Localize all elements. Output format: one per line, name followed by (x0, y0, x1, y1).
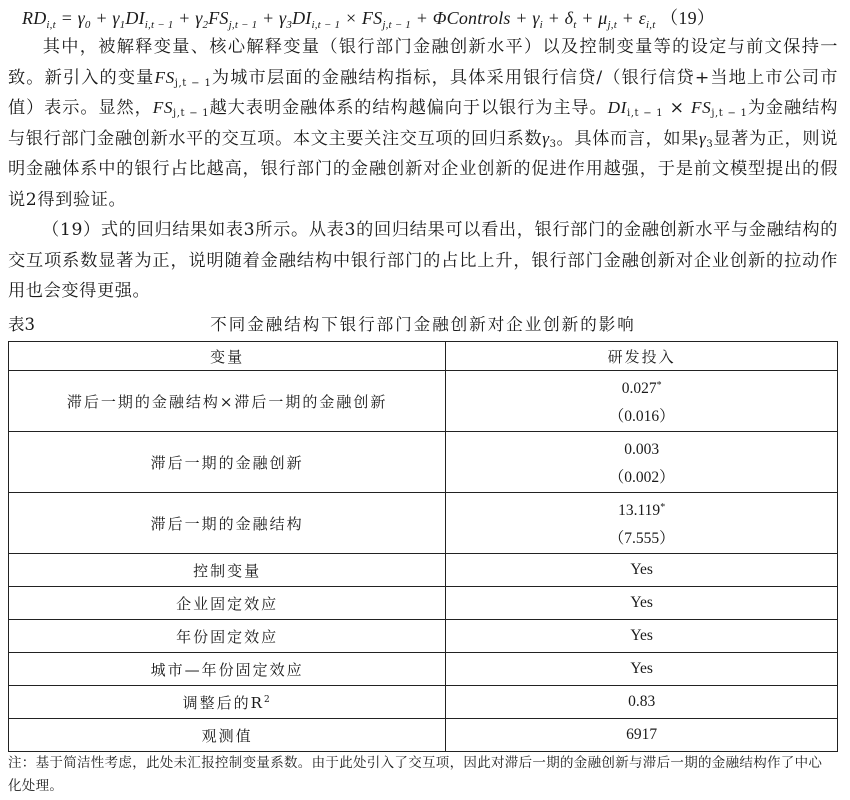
p1-gamma-sub: 3 (549, 138, 557, 150)
eq-subscript: i,t − 1 (144, 19, 174, 31)
eq-term: + δ (542, 8, 574, 28)
significance-star: * (660, 501, 666, 513)
row-name: 城市—年份固定效应 (9, 653, 446, 686)
row-value: Yes (446, 587, 838, 620)
p1-var-di: DI (607, 98, 627, 117)
table-row (9, 653, 838, 686)
eq-subscript: j,t − 1 (228, 19, 258, 31)
p1-text-0: 其中，被解释变量、核心解释变量（银行部门金融创新水平）以及控制变量等的设定与前文保持一致。新引入的变量 (8, 37, 838, 88)
eq-term: = γ (60, 8, 85, 28)
row-name: 滞后一期的金融创新 (9, 432, 446, 493)
std-error: （7.555） (608, 529, 675, 547)
table-row (9, 719, 838, 752)
eq-rhs (60, 8, 656, 31)
paragraph-2 (8, 215, 838, 307)
p1-text-4: 。具体而言，如果 (556, 128, 699, 149)
p1-text-3: 为金融结构与银行部门金融创新水平的交互项。本文主要关注交互项的回归系数 (8, 98, 838, 149)
table-row (9, 493, 838, 554)
p1-times: × (663, 98, 692, 118)
p2-text: （19）式的回归结果如表3所示。从表3的回归结果可以看出，银行部门的金融创新水平与金融结构的交互项系数显著为正，说明随着金融结构中银行部门的占比上升，银行部门金融创新对企业创新的拉动作用也会变得更强。 (8, 220, 838, 301)
table-row (9, 432, 838, 493)
coef: 0.027 (621, 379, 657, 397)
row-value (446, 493, 838, 554)
eq-term: + γ (173, 8, 203, 28)
equation-19 (22, 4, 822, 30)
eq-subscript: 0 (84, 19, 91, 31)
table-row (9, 587, 838, 620)
table-title: 不同金融结构下银行部门金融创新对企业创新的影响 (210, 315, 636, 334)
row-name-r2 (9, 686, 446, 719)
r2-sup: 2 (263, 694, 272, 705)
table-caption (8, 311, 838, 337)
eq-subscript: t (573, 19, 577, 31)
eq-term: DI (292, 8, 312, 28)
table-row (9, 371, 838, 432)
row-name: 滞后一期的金融结构×滞后一期的金融创新 (9, 371, 446, 432)
p1-text-5: 显著为正，则说明金融体系中的银行占比越高，银行部门的金融创新对企业创新的促进作用越强，于是前文模型提出的假说2得到验证。 (8, 128, 838, 210)
row-name: 企业固定效应 (9, 587, 446, 620)
table-header-row (9, 342, 838, 371)
regression-table (8, 341, 838, 752)
table-row (9, 620, 838, 653)
p1-sub-3: i,t − 1 (626, 108, 664, 119)
table-row (9, 554, 838, 587)
p1-sub-2: j,t − 1 (173, 108, 210, 119)
row-value: 0.83 (446, 686, 838, 719)
paragraph-1 (8, 32, 838, 215)
row-name: 控制变量 (9, 554, 446, 587)
table-label: 表3 (8, 315, 35, 334)
table-note: 注：基于简洁性考虑，此处未汇报控制变量系数。由于此处引入了交互项，因此对滞后一期的金融创新与滞后一期的金融结构作了中心化处理。 (8, 755, 823, 794)
eq-subscript: i,t (646, 19, 656, 31)
eq-lhs: RD (22, 8, 47, 28)
row-value: Yes (446, 653, 838, 686)
p1-var-fs-2: FS (152, 98, 174, 117)
row-value: 6917 (446, 719, 838, 752)
eq-subscript: 2 (202, 19, 209, 31)
row-value (446, 371, 838, 432)
p1-var-fs-3: FS (691, 98, 712, 117)
significance-star: * (656, 379, 662, 391)
eq-term: FS (208, 8, 229, 28)
eq-term: × FS (340, 8, 383, 28)
p1-gamma-2: γ (699, 128, 707, 148)
r2-label: 调整后的R (182, 693, 264, 712)
eq-subscript: 3 (286, 19, 293, 31)
header-rd: 研发投入 (446, 342, 838, 371)
eq-term: + ε (616, 8, 646, 28)
row-value: Yes (446, 554, 838, 587)
eq-subscript: 1 (119, 19, 126, 31)
std-error: （0.016） (608, 407, 675, 425)
eq-term: + γ (90, 8, 120, 28)
row-value: Yes (446, 620, 838, 653)
row-name: 滞后一期的金融结构 (9, 493, 446, 554)
p1-sub: j,t − 1 (174, 77, 212, 89)
eq-term: + ΦControls + γ (411, 8, 540, 28)
row-value (446, 432, 838, 493)
p1-sub-4: j,t − 1 (711, 108, 748, 119)
eq-subscript: j,t (607, 19, 617, 31)
eq-lhs-sub: i,t (46, 19, 56, 31)
p1-gamma-sub-2: 3 (706, 138, 714, 150)
p1-text-1: 为城市层面的金融结构指标，具体采用银行信贷/（银行信贷+当地上市公司市值）表示。显然， (8, 67, 838, 118)
std-error: （0.002） (608, 468, 675, 486)
row-name: 年份固定效应 (9, 620, 446, 653)
eq-term: + γ (257, 8, 287, 28)
eq-subscript: j,t − 1 (382, 19, 411, 31)
eq-subscript: i (539, 19, 543, 31)
eq-number: （19） (660, 8, 715, 28)
coef: 0.003 (624, 440, 660, 458)
eq-term: DI (125, 8, 145, 28)
eq-subscript: i,t − 1 (311, 19, 341, 31)
header-variable: 变量 (9, 342, 446, 371)
p1-text-2: 越大表明金融体系的结构越偏向于以银行为主导。 (209, 98, 608, 118)
table-row (9, 686, 838, 719)
eq-term: + μ (576, 8, 608, 28)
coef: 13.119 (618, 501, 661, 519)
p1-var-fs: FS (154, 67, 175, 87)
p1-gamma: γ (542, 128, 550, 148)
row-name: 观测值 (9, 719, 446, 752)
